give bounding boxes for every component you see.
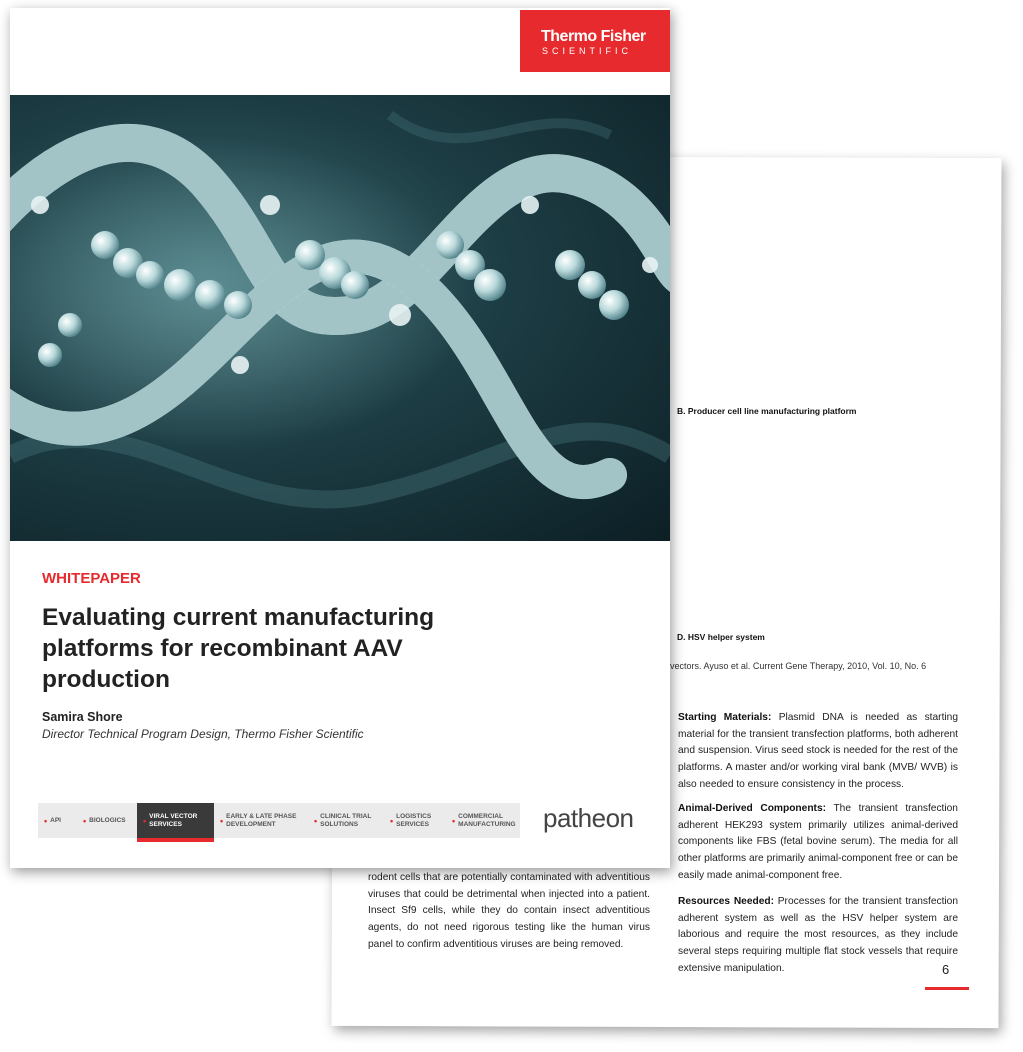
nav-item-logistics[interactable]	[390, 803, 448, 838]
author-role: Director Technical Program Design, Thermo Fisher Scientific	[42, 727, 364, 741]
nav-label-viral-vector: VIRAL VECTOR SERVICES	[149, 812, 198, 828]
dna-hero-image	[10, 95, 670, 541]
logo-line2: SCIENTIFIC	[542, 46, 633, 56]
left-column-text: rodent cells that are potentially contaminated with adventitious viruses that could be detrimental when injected into a patient. Insect Sf9 cells, while they do contain insect adventitious agents, do not need rigorous testing like the human virus panel to confirm adventitious viruses are being removed.	[368, 872, 650, 950]
author-name: Samira Shore	[42, 710, 123, 724]
bullet-icon: •	[220, 815, 224, 826]
diagram-d-caption: D. HSV helper system	[677, 632, 765, 642]
bullet-icon: •	[452, 815, 456, 826]
nav-item-biologics[interactable]	[83, 803, 143, 838]
bullet-icon: •	[314, 815, 318, 826]
nav-label-biologics: BIOLOGICS	[89, 816, 126, 824]
bullet-icon: •	[83, 815, 87, 826]
body-starting-materials: Plasmid DNA is needed as starting material for the transient transfection platforms, both adherent and suspension. Virus seed stock is needed for the rest of the platforms. A master and/or working viral bank (MVB/ WVB) is also needed to ensure consistency in the process.	[678, 712, 958, 790]
nav-item-commercial[interactable]	[452, 803, 520, 838]
dna-illustration	[10, 95, 670, 541]
heading-animal-derived: Animal-Derived Components:	[678, 803, 826, 814]
patheon-logo: patheon	[543, 803, 634, 833]
diagram-b-caption: B. Producer cell line manufacturing platform	[677, 406, 857, 416]
nav-label-phase-development: EARLY & LATE PHASE DEVELOPMENT	[226, 812, 297, 828]
nav-label-logistics: LOGISTICS SERVICES	[396, 812, 432, 828]
bullet-icon: •	[143, 815, 147, 826]
nav-item-clinical-trial[interactable]	[314, 803, 384, 838]
nav-label-clinical-trial: CLINICAL TRIAL SOLUTIONS	[320, 812, 372, 828]
document-title: Evaluating current manufacturing platforms for recombinant AAV production	[42, 604, 435, 693]
page-number: 6	[942, 962, 950, 977]
body-animal-derived: The transient transfection adherent HEK293 system primarily utilizes animal-derived components like FBS (fetal bovine serum). The media for all other platforms are primarily animal-component free or can be easily made animal-component free.	[678, 803, 958, 881]
bullet-icon: •	[390, 815, 394, 826]
heading-resources-needed: Resources Needed:	[678, 896, 775, 907]
thermo-fisher-logo	[520, 10, 670, 72]
paragraph-starting-materials	[678, 710, 958, 794]
bullet-icon: •	[44, 815, 48, 826]
nav-label-commercial: COMMERCIAL MANUFACTURING	[458, 812, 516, 828]
front-page	[10, 8, 670, 868]
active-nav-underline	[137, 838, 214, 842]
logo-line1: Thermo Fisher	[541, 28, 646, 45]
nav-label-api: API	[50, 816, 61, 824]
nav-item-api[interactable]	[44, 803, 78, 838]
heading-starting-materials: Starting Materials:	[678, 712, 772, 723]
figure-reference: vectors. Ayuso et al. Current Gene Therapy, 2010, Vol. 10, No. 6	[670, 661, 927, 671]
nav-item-viral-vector[interactable]	[137, 803, 214, 838]
paragraph-resources-needed	[678, 894, 958, 978]
services-bar	[38, 803, 520, 838]
body-resources-needed: Processes for the transient transfection adherent system as well as the HSV helper system are laborious and require the most resources, as they include several steps requiring multiple flat stock vessels that require extensive manipulation.	[678, 896, 959, 974]
nav-item-phase-development[interactable]	[220, 803, 310, 838]
paragraph-animal-derived	[678, 801, 958, 885]
page-number-underline	[925, 987, 969, 990]
document-type-tag: WHITEPAPER	[42, 570, 141, 587]
